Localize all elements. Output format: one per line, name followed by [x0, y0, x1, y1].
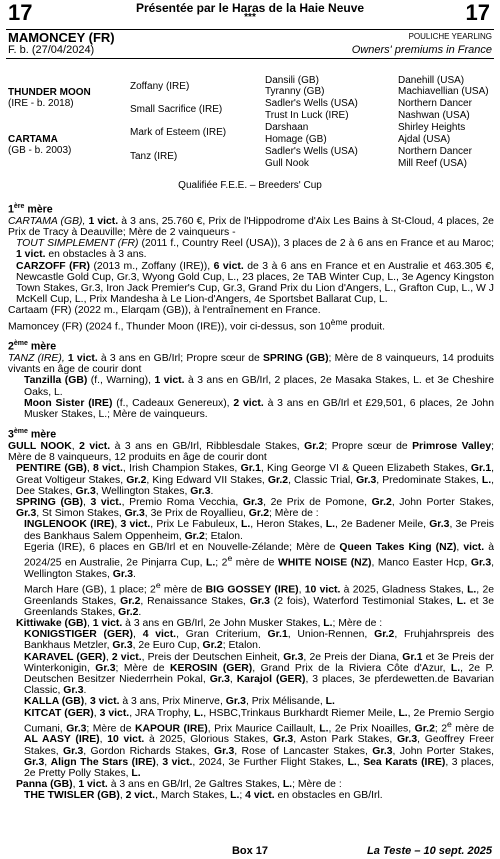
- produce-entry: PENTIRE (GB), 8 vict., Irish Champion Stakes, Gr.1, King George VI & Queen Elizabeth Stakes, Gr.1, Great Voltigeur Stakes, Gr.2, King Edward VII Stakes, Gr.2, Classic Trial, Gr.3, Predominate Stakes, L., Dee Stakes, Gr.3, Wellington Stakes, Gr.3.: [16, 463, 494, 497]
- pedigree-gen3: Sadler's Wells (USA): [265, 146, 358, 157]
- sire-name: THUNDER MOON: [8, 87, 91, 98]
- dam-paragraph: TANZ (IRE), 1 vict. à 3 ans en GB/Irl; Propre sœur de SPRING (GB); Mère de 8 vainqueurs, 14 produits vivants en âge de courir dont: [8, 352, 494, 376]
- consignor-title: Présentée par le Haras de la Haie Neuve: [135, 1, 365, 15]
- produce-entry: March Hare (GB), 1 place; 2e mère de BIG GOSSEY (IRE), 10 vict. à 2025, Gladness Stakes, L., 2e Greenlands Stakes, Gr.2, Renaissance Stakes, Gr.3 (2 fois), Waterford Testimonial Stakes, L. et 3e Greenlands Stakes, Gr.2.: [24, 579, 495, 618]
- produce-entry: Tanzilla (GB) (f., Warning), 1 vict. à 3 ans en GB/Irl, 2 places, 2e Masaka Stakes, L. et 3e Cheshire Oaks, L.: [24, 375, 494, 398]
- pedigree-gen4: Shirley Heights: [398, 122, 466, 133]
- pedigree-gen2: Mark of Esteem (IRE): [130, 127, 227, 138]
- pedigree-gen4: Northern Dancer: [398, 146, 472, 157]
- produce-entry: KARAVEL (GER), 2 vict., Preis der Deutschen Einheit, Gr.3, 2e Preis der Diana, Gr.1 et 3e Preis der Winterkonigin, Gr.3; Mère de KEROSIN (GER), Grand Prix de la Riviera Côte d'Azur, L., 2e P. Deutschen Besitzer Niederrhein Pokal, Gr.3, Karajol (GER), 3 places, 3e pferdewetten.de Bavarian Classic, Gr.3.: [24, 651, 494, 697]
- produce-entry: INGLENOOK (IRE), 3 vict., Prix Le Fabuleux, L., Heron Stakes, L., 2e Badener Meile, Gr.3, 3e Preis des Bankhaus Salem Oppenheim, Gr.2; Etalon.: [24, 519, 494, 542]
- produce-record: [8, 197, 494, 802]
- owners-premium-note: Owners' premiums in France: [351, 44, 492, 56]
- pedigree-gen3: Homage (GB): [265, 134, 327, 145]
- foaling-info: F. b. (27/04/2024): [8, 44, 95, 56]
- produce-entry: Kittiwake (GB), 1 vict. à 3 ans en GB/Irl, 2e John Musker Stakes, L.; Mère de :: [16, 617, 383, 629]
- pedigree-gen3: Sadler's Wells (USA): [265, 98, 358, 109]
- pedigree-gen3: Dansili (GB): [265, 75, 319, 86]
- produce-entry: KALLA (GB), 3 vict. à 3 ans, Prix Minerve, Gr.3, Prix Mélisande, L.: [24, 696, 335, 708]
- produce-entry: CARZOFF (FR) (2013 m., Zoffany (IRE)), 6 vict. de 3 à 6 ans en France et en Australie et 463.305 €, Newcastle Gold Cup, Gr.3, Wyong Gold Cup, L., 23 places, 2e TAB Winter Cup, L., 3e Agency Kingston Town Stakes, Gr.3, Iron Jack Premier's Cup, Gr.3, Grand Prix du Lion d'Angers, L., Grafton Cup, L., W J McKell Cup, L., Prix Mandesha à Le Lion-d'Angers, 4e Sportsbet Ballarat Cup, L.: [16, 260, 494, 306]
- qualification-note: Qualifiée F.E.E. – Breeders' Cup: [178, 180, 322, 191]
- pedigree-gen3: Tyranny (GB): [265, 86, 325, 97]
- name-divider: [6, 58, 494, 59]
- produce-entry: KITCAT (GER), 3 vict., JRA Trophy, L., HSBC,Trinkaus Burkhardt Riemer Meile, L., 2e Premio Sergio Cumani, Gr.3; Mère de KAPOUR (IRE), Prix Maurice Caillault, L., 2e Prix Noailles, Gr.2; 2e mère de AL AASY (IRE), 10 vict. à 2025, Glorious Stakes, Gr.3, Aston Park Stakes, Gr.3, Geoffrey Freer Stakes, Gr.3, Gordon Richards Stakes, Gr.3, Rose of Lancaster Stakes, Gr.3, John Porter Stakes, Gr.3, Align The Stars (IRE), 3 vict., 2024, 3e Further Flight Stakes, L., Sea Karats (IRE), 3 places, 2e Pretty Polly Stakes, L.: [24, 707, 495, 780]
- pedigree-gen3: Trust In Luck (IRE): [265, 110, 349, 121]
- produce-entry: Moon Sister (IRE) (f., Cadeaux Genereux), 2 vict. à 3 ans en GB/Irl et £29,501, 6 places, 2e John Musker Stakes, L.; Mère de vainqueurs.: [24, 397, 494, 420]
- lot-number-right: 17: [465, 0, 490, 25]
- box-number: Box 17: [231, 845, 269, 857]
- pedigree-gen4: Mill Reef (USA): [398, 158, 467, 169]
- section-heading-second-dam: 2ème mère: [8, 340, 57, 353]
- horse-sex-type: POULICHE YEARLING: [408, 32, 492, 41]
- dam-info: (GB - b. 2003): [8, 145, 72, 156]
- lot-number-left: 17: [8, 0, 33, 25]
- produce-entry: Mamoncey (FR) (2024 f., Thunder Moon (IRE)), voir ci-dessus, son 10ème produit.: [8, 316, 386, 333]
- produce-entry: Egeria (IRE), 6 places en GB/Irl et en Nouvelle-Zélande; Mère de Queen Takes King (NZ), vict. à 2024/25 en Australie, 2e Pinjarra Cup, L.; 2e mère de WHITE NOISE (NZ), Manco Easter Hcp, Gr.3, Wellington Stakes, Gr.3.: [24, 541, 494, 580]
- dam-paragraph: CARTAMA (GB), 1 vict. à 3 ans, 25.760 €, Prix de l'Hippodrome d'Aix Les Bains à St-Cloud, 4 places, 2e Prix de Tracy à Deauville; Mère de 2 vainqueurs -: [8, 215, 494, 238]
- produce-entry: KONIGSTIGER (GER), 4 vict., Gran Criterium, Gr.1, Union-Rennen, Gr.2, Fruhjahrspreis des Bankhaus Metzler, Gr.3, 2e Euro Cup, Gr.2; Etalon.: [24, 629, 494, 652]
- produce-entry: Cartaam (FR) (2022 m., Elarqam (GB)), à l'entraînement en France.: [8, 305, 321, 317]
- pedigree-gen3: Gull Nook: [265, 158, 309, 169]
- consignor-stars: ***: [244, 12, 256, 23]
- pedigree-gen4: Danehill (USA): [398, 75, 465, 86]
- sale-venue-date: La Teste – 10 sept. 2025: [367, 845, 492, 857]
- pedigree-gen2: Tanz (IRE): [130, 151, 178, 162]
- pedigree-gen4: Machiavellian (USA): [398, 86, 489, 97]
- pedigree-gen2: Zoffany (IRE): [130, 81, 190, 92]
- dam-name: CARTAMA: [8, 134, 58, 145]
- section-heading-first-dam: 1ère mère: [8, 203, 53, 216]
- produce-entry: Panna (GB), 1 vict. à 3 ans en GB/Irl, 2e Galtres Stakes, L.; Mère de :: [16, 779, 342, 791]
- pedigree-gen4: Nashwan (USA): [398, 110, 470, 121]
- section-heading-third-dam: 3ème mère: [8, 428, 57, 441]
- produce-entry: TOUT SIMPLEMENT (FR) (2011 f., Country Reel (USA)), 3 places de 2 à 6 ans en France et au Maroc; 1 vict. en obstacles à 3 ans.: [16, 238, 495, 261]
- page-footer: [0, 845, 500, 859]
- pedigree-gen4: Northern Dancer: [398, 98, 472, 109]
- third-dam-entries: [8, 441, 494, 802]
- pedigree-gen3: Darshaan: [265, 122, 309, 133]
- sire-info: (IRE - b. 2018): [8, 98, 74, 109]
- produce-entry: THE TWISLER (GB), 2 vict., March Stakes, L.; 4 vict. en obstacles en GB/Irl.: [24, 790, 383, 802]
- catalogue-header: [0, 0, 500, 30]
- produce-entry: SPRING (GB), 3 vict., Premio Roma Vecchia, Gr.3, 2e Prix de Pomone, Gr.2, John Porter Stakes, Gr.3, St Simon Stakes, Gr.3, 3e Prix de Royallieu, Gr.2; Mère de :: [16, 496, 494, 520]
- pedigree-gen2: Small Sacrifice (IRE): [130, 104, 223, 115]
- horse-name: MAMONCEY (FR): [8, 30, 115, 45]
- pedigree-gen4: Ajdal (USA): [398, 134, 451, 145]
- dam-paragraph: GULL NOOK, 2 vict. à 3 ans en GB/Irl, Ribblesdale Stakes, Gr.2; Propre sœur de Primrose Valley; Mère de 8 vainqueurs, 12 produits en âge de courir dont: [8, 440, 494, 464]
